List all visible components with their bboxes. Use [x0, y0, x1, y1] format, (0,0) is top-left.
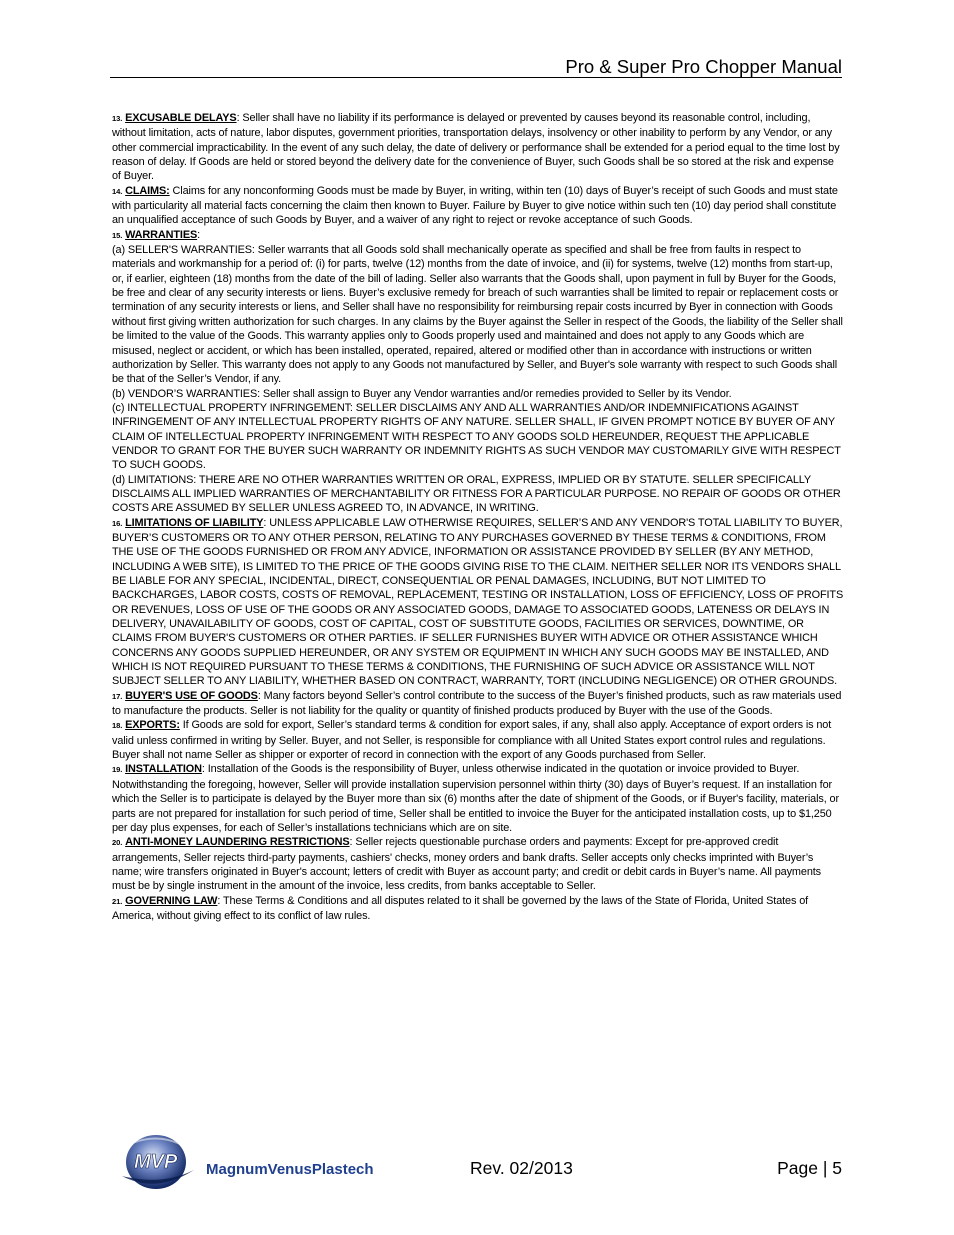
term-section	[112, 762, 844, 835]
term-section	[112, 689, 844, 719]
section-text: : Seller rejects questionable purchase orders and payments: Except for pre-approved credit arrangements, Seller rejects third-party payments, cashiers' checks, money orders and bank drafts. Seller accepts only checks imprinted with Buyer’s name; wire transfers originated in Buyer's account; letters of credit with Buyer as account party; and credit or debit cards in Buyer’s name. All payments must be by single instrument in the amount of the invoice, less credits, from banks acceptable to Seller.	[112, 836, 821, 893]
section-heading: CLAIMS:	[125, 184, 170, 197]
section-number: 16.	[112, 518, 123, 528]
section-subparagraph: (b) VENDOR’S WARRANTIES: Seller shall assign to Buyer any Vendor warranties and/or remedies provided to Seller by its Vendor.	[112, 387, 732, 400]
term-section	[112, 835, 844, 893]
section-heading: WARRANTIES	[125, 228, 198, 241]
term-section	[112, 516, 844, 689]
section-lead	[112, 894, 844, 924]
section-text: : These Terms & Conditions and all disputes related to it shall be governed by the laws of the State of Florida, United States of America, without giving effect to its conflict of law rules.	[112, 894, 809, 922]
section-lead	[112, 228, 844, 243]
section-number: 13.	[112, 114, 123, 123]
manual-title: Pro & Super Pro Chopper Manual	[565, 56, 842, 77]
section-subparagraph: (c) INTELLECTUAL PROPERTY INFRINGEMENT: SELLER DISCLAIMS ANY AND ALL WARRANTIES AND/OR INDEMNIFICATIONS AGAINST INFRINGEMENT OF ANY INTELLECTUAL PROPERTY RIGHTS OF ANY NATURE. SELLER SHALL, IF GIVEN PROMPT NOTICE BY BUYER OF ANY CLAIM OF INTELLECTUAL PROPERTY INFRINGEMENT WITH RESPECT TO ANY GOODS SOLD HEREUNDER, REQUEST THE APPLICABLE VENDOR TO GRANT FOR THE BUYER SUCH WARRANTY OR INDEMNITY RIGHTS AS SUCH VENDOR MAY CUSTOMARILY GIVE WITH RESPECT TO SUCH GOODS.	[112, 401, 841, 472]
section-number: 17.	[112, 691, 123, 701]
section-lead	[112, 111, 844, 184]
section-lead	[112, 184, 844, 228]
section-heading: INSTALLATION	[125, 763, 202, 776]
section-heading: BUYER'S USE OF GOODS	[125, 689, 258, 702]
section-number: 19.	[112, 765, 123, 775]
section-heading: LIMITATIONS OF LIABILITY	[125, 516, 264, 529]
section-heading: EXCUSABLE DELAYS	[125, 112, 237, 124]
section-heading: GOVERNING LAW	[125, 894, 218, 907]
term-section	[112, 111, 844, 184]
section-subparagraph: (d) LIMITATIONS: THERE ARE NO OTHER WARRANTIES WRITTEN OR ORAL, EXPRESS, IMPLIED OR BY STATUTE. SELLER SPECIFICALLY DISCLAIMS ALL IMPLIED WARRANTIES OF MERCHANTABILITY OR FITNESS FOR A PARTICULAR PURPOSE. NO REPAIR OF GOODS OR OTHER COSTS ARE ASSUMED BY SELLER UNLESS AGREED TO, IN ADVANCE, IN WRITING.	[112, 473, 841, 515]
term-section	[112, 894, 844, 924]
section-text: Claims for any nonconforming Goods must be made by Buyer, in writing, within ten (10) days of Buyer’s receipt of such Goods and must state with particularity all material facts concerning the claim then known to Buyer. Failure by Buyer to give notice within such ten (10) day period shall constitute an unqualified acceptance of such Goods by Buyer, and a waiver of any right to reject or revoke acceptance of such Goods.	[112, 184, 838, 227]
section-lead	[112, 762, 844, 835]
section-lead	[112, 718, 844, 762]
page-number: Page | 5	[777, 1158, 842, 1178]
section-text: : Seller shall have no liability if its performance is delayed or prevented by causes beyond its reasonable control, including, without limitation, acts of nature, labor disputes, government priorities, transportation delays, insolvency or other inability to perform by any Vendor, or any other commercial impracticability. In the event of any such delay, the date of delivery or performance shall be extended for a period equal to the time lost by reason of delay. If Goods are held or stored beyond the delivery date for the convenience of Buyer, such Goods shall be so stored at the risk and expense of Buyer.	[112, 112, 840, 183]
term-section	[112, 228, 844, 516]
logo-badge-text: MVP	[134, 1151, 178, 1173]
terms-content	[112, 111, 844, 923]
logo-wordmark: MagnumVenusPlastech	[206, 1161, 374, 1178]
page-header	[110, 56, 842, 78]
section-text: : Installation of the Goods is the responsibility of Buyer, unless otherwise indicated in the quotation or invoice provided to Buyer. Notwithstanding the foregoing, however, Seller will provide installation supervision personnel within thirty (30) days of Buyer’s request. If an installation for which the Seller is to participate is delayed by the Buyer more than six (6) months after the date of shipment of the Goods, or if Buyer's facility, materials, or parts are not prepared for installation for such period of time, Seller shall be entitled to invoice the Buyer for the anticipated installation costs, up to $1,250 per day plus expenses, for each of Seller’s installations technicians which are on site.	[112, 763, 839, 834]
section-lead	[112, 835, 844, 893]
revision-label: Rev. 02/2013	[470, 1158, 573, 1178]
page-footer	[110, 1130, 842, 1200]
section-text: :	[197, 228, 201, 241]
section-number: 14.	[112, 186, 123, 196]
section-heading: ANTI-MONEY LAUNDERING RESTRICTIONS	[125, 836, 350, 849]
section-number: 21.	[112, 896, 123, 906]
section-text: : Many factors beyond Seller’s control contribute to the success of the Buyer’s finished products, such as raw materials used to manufacture the products. Seller is not liability for the quality or quantity of finished products produced by Buyer with the use of the Goods.	[112, 689, 842, 718]
section-text: If Goods are sold for export, Seller’s standard terms & condition for export sales, if any, shall also apply. Acceptance of export orders is not valid unless confirmed in writing by Seller. Buyer, and not Seller, is responsible for compliance with all United States export control rules and regulations. Buyer shall not name Seller as shipper or exporter of record in connection with the export of any Goods purchased from Seller.	[112, 719, 832, 762]
section-lead	[112, 516, 844, 689]
company-logo	[118, 1132, 408, 1194]
section-text: : UNLESS APPLICABLE LAW OTHERWISE REQUIRES, SELLER’S AND ANY VENDOR'S TOTAL LIABILITY TO BUYER, BUYER’S CUSTOMERS OR TO ANY OTHER PERSON, RELATING TO ANY PURCHASES GOVERNED BY THESE TERMS & CONDITIONS, FROM THE USE OF THE GOODS FURNISHED OR FROM ANY ADVICE, INFORMATION OR ASSISTANCE PROVIDED BY SELLER (BY ANY METHOD, INCLUDING A WEB SITE), IS LIMITED TO THE PRICE OF THE GOODS GIVING RISE TO THE CLAIM. NEITHER SELLER NOR ITS VENDORS SHALL BE LIABLE FOR ANY SPECIAL, INCIDENTAL, DIRECT, CONSEQUENTIAL OR PENAL DAMAGES, INCLUDING, BUT NOT LIMITED TO BACKCHARGES, LABOR COSTS, COSTS OF REMOVAL, REPLACEMENT, TESTING OR INSTALLATION, LOSS OF EFFICIENCY, LOSS OF PROFITS OR REVENUES, LOSS OF USE OF THE GOODS OR ANY ASSOCIATED GOODS, DAMAGE TO ASSOCIATED GOODS, LATENESS OR DELAYS IN DELIVERY, UNAVAILABILITY OF GOODS, COST OF CAPITAL, COST OF SUBSTITUTE GOODS, FACILITIES OR SERVICES, DOWNTIME, OR CLAIMS FROM BUYER'S CUSTOMERS OR OTHER PARTIES. IF SELLER FURNISHES BUYER WITH ADVICE OR OTHER ASSISTANCE WHICH CONCERNS ANY GOODS SUPPLIED HEREUNDER, OR ANY SYSTEM OR EQUIPMENT IN WHICH ANY SUCH GOODS MAY BE INSTALLED, AND WHICH IS NOT REQUIRED PURSUANT TO THESE TERMS & CONDITIONS, THE FURNISHING OF SUCH ADVICE OR ASSISTANCE WILL NOT SUBJECT SELLER TO ANY LIABILITY, WHETHER BASED ON CONTRACT, WARRANTY, TORT (INCLUDING NEGLIGENCE) OR OTHER GROUNDS.	[112, 516, 844, 688]
section-number: 15.	[112, 230, 123, 240]
section-subparagraph: (a) SELLER'S WARRANTIES: Seller warrants that all Goods sold shall mechanically operate as specified and shall be free from faults in respect to materials and workmanship for a period of: (i) for parts, twelve (12) months from the date of invoice, and (ii) for systems, twelve (12) months from start-up, or, if earlier, eighteen (18) months from the date of the bill of lading. Seller also warrants that the Goods shall, upon payment in full by Buyer for the Goods, be free and clear of any security interests or liens. Buyer’s exclusive remedy for breach of such warranties shall be limited to repair or replacement costs or termination of any security interests or liens, and Seller shall have no responsibility for reimbursing repair costs incurred by Byer in connection with Goods without first giving written authorization for such charges. In any claims by the Buyer against the Seller in respect of the Goods, the liability of the Seller shall be limited to the value of the Goods. This warranty applies only to Goods properly used and maintained and does not apply to any Goods which are misused, neglect or accident, or which has been installed, operated, repaired, altered or modified other than in accordance with instructions or written authorization by Seller. This warranty does not apply to any Goods not manufactured by Seller, and Buyer's sole warranty with respect to such Goods shall be that of the Seller’s Vendor, if any.	[112, 244, 843, 386]
section-number: 18.	[112, 721, 123, 731]
section-number: 20.	[112, 838, 123, 848]
section-heading: EXPORTS:	[125, 719, 180, 732]
term-section	[112, 718, 844, 762]
section-lead	[112, 689, 844, 719]
term-section	[112, 184, 844, 228]
